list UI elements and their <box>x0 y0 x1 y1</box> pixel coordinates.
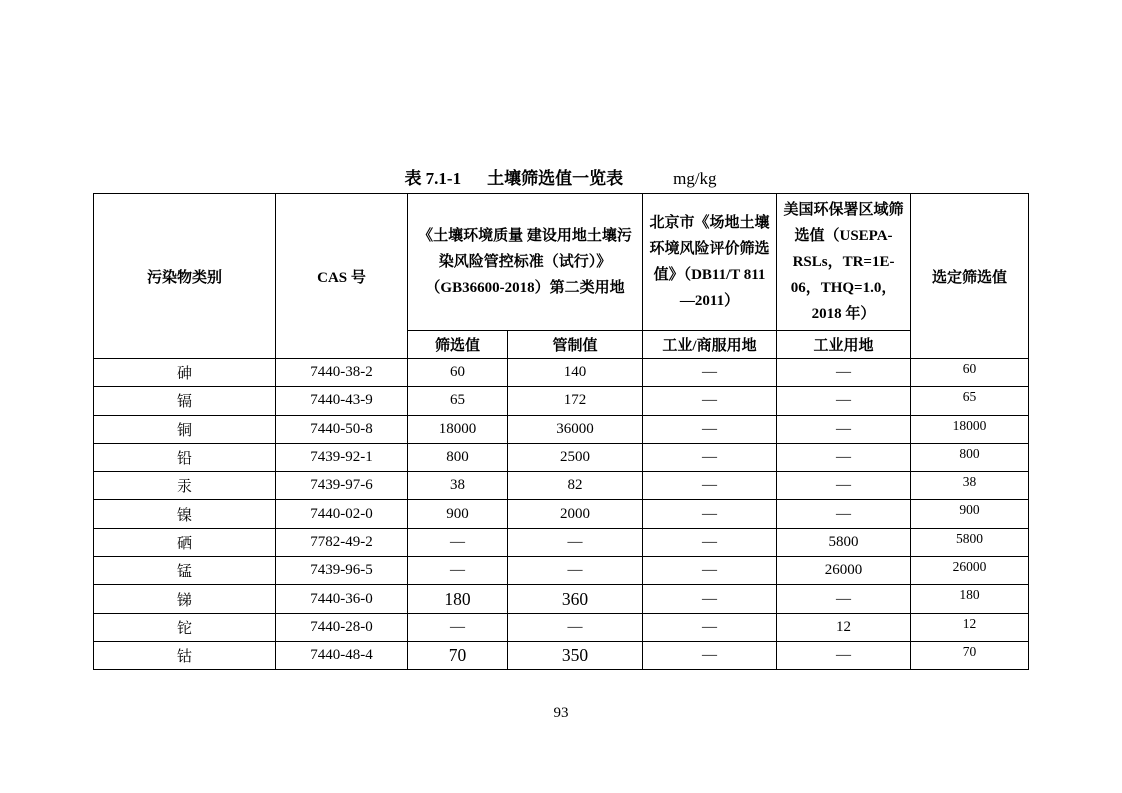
soil-screening-table <box>93 193 1029 670</box>
usepa-cell: — <box>777 500 911 528</box>
cas-cell: 7440-38-2 <box>276 359 408 387</box>
header-cas-number: CAS 号 <box>276 194 408 359</box>
header-usepa-rsl-group: 美国环保署区域筛选值（USEPA-RSLs，TR=1E-06，THQ=1.0，2018 年） <box>777 194 911 331</box>
header-beijing-db11-group: 北京市《场地土壤环境风险评价筛选值》（DB11/T 811—2011） <box>643 194 777 331</box>
gb-control-cell: 140 <box>508 359 643 387</box>
cas-cell: 7440-50-8 <box>276 415 408 443</box>
table-row <box>94 500 1029 528</box>
cas-cell: 7782-49-2 <box>276 528 408 556</box>
gb-control-cell: 2500 <box>508 443 643 471</box>
table-caption-label: 表 7.1-1 <box>404 169 462 188</box>
gb-control-cell: 172 <box>508 387 643 415</box>
usepa-cell: — <box>777 641 911 669</box>
gb-control-cell: 36000 <box>508 415 643 443</box>
gb-screening-cell: 65 <box>408 387 508 415</box>
gb-screening-cell: — <box>408 613 508 641</box>
pollutant-cell: 钴 <box>94 641 276 669</box>
selected-cell: 60 <box>911 359 1029 387</box>
cas-cell: 7439-96-5 <box>276 557 408 585</box>
table-row <box>94 557 1029 585</box>
pollutant-cell: 铜 <box>94 415 276 443</box>
header-pollutant-category: 污染物类别 <box>94 194 276 359</box>
gb-control-cell: 350 <box>508 641 643 669</box>
gb-control-cell: — <box>508 613 643 641</box>
table-row <box>94 359 1029 387</box>
selected-cell: 26000 <box>911 557 1029 585</box>
table-row <box>94 443 1029 471</box>
pollutant-cell: 汞 <box>94 472 276 500</box>
gb-screening-cell: — <box>408 528 508 556</box>
table-header <box>94 194 1029 359</box>
cas-cell: 7440-36-0 <box>276 585 408 613</box>
table-row <box>94 528 1029 556</box>
table-row <box>94 472 1029 500</box>
usepa-cell: — <box>777 415 911 443</box>
table-row <box>94 641 1029 669</box>
beijing-cell: — <box>643 359 777 387</box>
table-row <box>94 415 1029 443</box>
selected-cell: 900 <box>911 500 1029 528</box>
table-row <box>94 387 1029 415</box>
selected-cell: 38 <box>911 472 1029 500</box>
usepa-cell: — <box>777 585 911 613</box>
usepa-cell: — <box>777 387 911 415</box>
table-row <box>94 585 1029 613</box>
gb-screening-cell: 180 <box>408 585 508 613</box>
gb-screening-cell: 60 <box>408 359 508 387</box>
pollutant-cell: 铅 <box>94 443 276 471</box>
table-row <box>94 613 1029 641</box>
beijing-cell: — <box>643 472 777 500</box>
selected-cell: 12 <box>911 613 1029 641</box>
selected-cell: 180 <box>911 585 1029 613</box>
subheader-beijing-industrial-commercial-land: 工业/商服用地 <box>643 331 777 359</box>
subheader-gb-screening-value: 筛选值 <box>408 331 508 359</box>
gb-screening-cell: — <box>408 557 508 585</box>
cas-cell: 7440-43-9 <box>276 387 408 415</box>
table-caption-unit: mg/kg <box>673 169 717 188</box>
cas-cell: 7440-28-0 <box>276 613 408 641</box>
usepa-cell: — <box>777 359 911 387</box>
gb-control-cell: 360 <box>508 585 643 613</box>
subheader-gb-control-value: 管制值 <box>508 331 643 359</box>
gb-screening-cell: 800 <box>408 443 508 471</box>
page-number: 93 <box>553 705 569 721</box>
pollutant-cell: 铊 <box>94 613 276 641</box>
pollutant-cell: 镍 <box>94 500 276 528</box>
pollutant-cell: 砷 <box>94 359 276 387</box>
gb-control-cell: 2000 <box>508 500 643 528</box>
pollutant-cell: 镉 <box>94 387 276 415</box>
beijing-cell: — <box>643 415 777 443</box>
pollutant-cell: 锰 <box>94 557 276 585</box>
cas-cell: 7439-92-1 <box>276 443 408 471</box>
usepa-cell: 5800 <box>777 528 911 556</box>
gb-screening-cell: 900 <box>408 500 508 528</box>
gb-control-cell: — <box>508 528 643 556</box>
beijing-cell: — <box>643 613 777 641</box>
gb-screening-cell: 38 <box>408 472 508 500</box>
gb-screening-cell: 70 <box>408 641 508 669</box>
selected-cell: 5800 <box>911 528 1029 556</box>
pollutant-cell: 锑 <box>94 585 276 613</box>
table-caption <box>93 164 1028 189</box>
table-body <box>94 359 1029 670</box>
beijing-cell: — <box>643 500 777 528</box>
table-caption-name: 土壤筛选值一览表 <box>487 169 624 188</box>
gb-control-cell: — <box>508 557 643 585</box>
usepa-cell: — <box>777 472 911 500</box>
usepa-cell: — <box>777 443 911 471</box>
usepa-cell: 12 <box>777 613 911 641</box>
usepa-cell: 26000 <box>777 557 911 585</box>
pollutant-cell: 硒 <box>94 528 276 556</box>
subheader-usepa-industrial-land: 工业用地 <box>777 331 911 359</box>
selected-cell: 800 <box>911 443 1029 471</box>
header-gb36600-group: 《土壤环境质量 建设用地土壤污染风险管控标准（试行）》（GB36600-2018）第二类用地 <box>408 194 643 331</box>
gb-control-cell: 82 <box>508 472 643 500</box>
gb-screening-cell: 18000 <box>408 415 508 443</box>
header-selected-screening-value: 选定筛选值 <box>911 194 1029 359</box>
beijing-cell: — <box>643 443 777 471</box>
beijing-cell: — <box>643 387 777 415</box>
cas-cell: 7440-48-4 <box>276 641 408 669</box>
beijing-cell: — <box>643 641 777 669</box>
selected-cell: 18000 <box>911 415 1029 443</box>
cas-cell: 7440-02-0 <box>276 500 408 528</box>
beijing-cell: — <box>643 557 777 585</box>
selected-cell: 70 <box>911 641 1029 669</box>
beijing-cell: — <box>643 585 777 613</box>
cas-cell: 7439-97-6 <box>276 472 408 500</box>
selected-cell: 65 <box>911 387 1029 415</box>
beijing-cell: — <box>643 528 777 556</box>
